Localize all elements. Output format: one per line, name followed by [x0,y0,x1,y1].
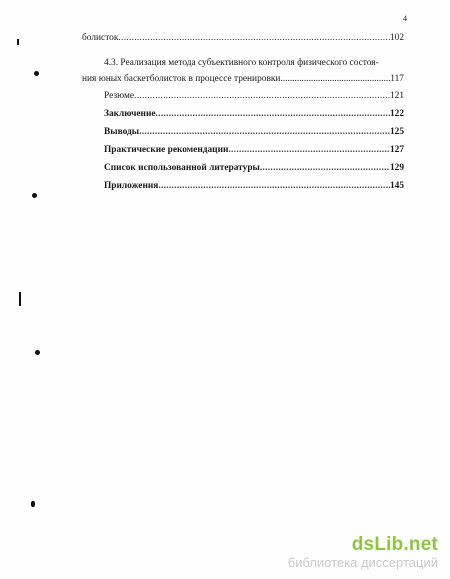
toc-entry-resume [82,91,404,109]
page-number: 4 [403,14,407,23]
watermark [288,534,438,570]
toc-entry-title: Приложения [104,181,159,191]
toc-entry-page: 127 [389,145,404,155]
toc-entry-page: 129 [389,163,404,173]
toc-entry-title: Резюме [104,91,135,101]
toc-entry-title: болисток [82,33,119,43]
toc-entry-page: 102 [389,33,404,43]
toc-leader-dots [228,145,390,155]
toc-leader-dots [280,71,390,87]
toc-entry-page: 125 [389,127,404,137]
toc-entry-title: Список использованной литературы [104,163,260,173]
watermark-subtitle: библиотека диссертаций [287,555,438,570]
toc-leader-dots [158,181,390,191]
toc-entry-title: Выводы [104,127,140,137]
toc-entry-title-line1: 4.3. Реализация метода субъективного контроля физического состоя- [104,58,379,68]
toc-entry-findings [82,127,404,145]
scan-artifact [31,501,35,507]
toc-leader-dots [118,33,390,43]
toc-entry-page: 122 [389,109,404,119]
toc-leader-dots [139,127,390,137]
toc-leader-dots [134,91,390,101]
scan-artifact [35,350,40,355]
scan-artifact [19,292,21,306]
toc-entry-recommendations [82,145,404,163]
toc-entry-page: 145 [389,181,404,191]
toc-leader-dots [156,109,390,119]
toc-entry-literature [82,163,404,181]
toc-entry-title: Заключение [104,109,156,119]
toc-entry-title: Практические рекомендации [104,145,229,155]
toc-entry-conclusion [82,109,404,127]
toc-leader-dots [260,163,390,173]
scan-artifact [34,71,39,76]
toc-entry-page: 121 [389,91,404,101]
toc-entry-page: 117 [390,74,404,84]
toc-entry-title-line2: ния юных баскетболисток в процессе тренировки [82,74,281,84]
toc-entry-continuation [82,33,404,51]
scan-artifact [32,193,37,198]
watermark-logo: dsLib.net [351,534,438,555]
table-of-contents [82,33,404,199]
toc-entry-appendices [82,181,404,199]
toc-entry-section-4-3 [82,55,404,87]
scan-artifact [17,39,19,45]
